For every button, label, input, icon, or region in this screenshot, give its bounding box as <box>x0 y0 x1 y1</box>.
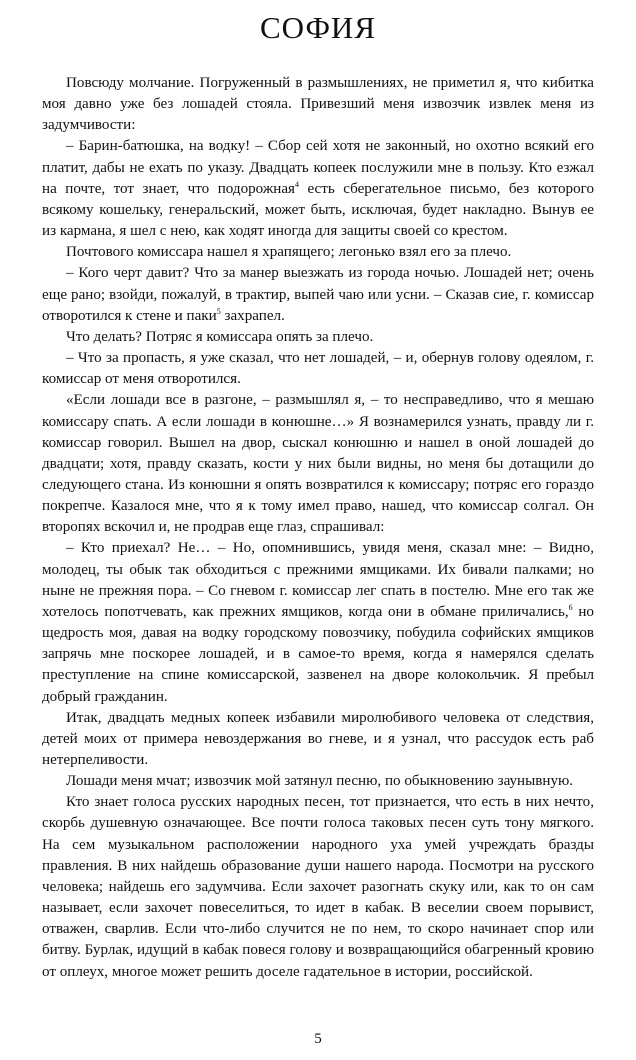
chapter-title: СОФИЯ <box>260 10 376 45</box>
paragraph <box>42 708 594 771</box>
paragraph-text: Повсюду молчание. Погруженный в размышлениях, не приметил я, что кибитка моя давно уже без лошадей стояла. Привезший меня извозчик извлек меня из задумчивости: <box>42 75 594 134</box>
paragraph <box>42 792 594 982</box>
paragraph-text: Лошади меня мчат; извозчик мой затянул песню, по обыкновению заунывную. <box>66 773 574 790</box>
paragraph-text: Кто знает голоса русских народных песен, тот признается, что есть в них нечто, скорбь душевную означающее. Все почти голоса таковых песен суть тону мягкого. На сем музыкальном расположении народного уха умей учреждать бразды правления. В них найдешь образование души нашего народа. Посмотри на русского человека; найдешь его задумчива. Если захочет разогнать скуку или, как то он сам называет, если захочет повеселиться, то идет в кабак. В веселии своем порывист, отважен, сварлив. Если что-либо случится не по нем, то скоро начинает спор или битву. Бурлак, идущий в кабак повеся голову и возвращающийся обагренный кровию от оплеух, многое может решить доселе гадательное в истории, российской. <box>42 794 594 980</box>
paragraph-text-continued: но щедрость моя, давая на водку городскому повозчику, побудила софийских ямщиков запрячь мне поскорее лошадей, и в самое-то время, когда я намерялся сделать преступление на спине комиссарской, зазвенел на дворе колокольчик. Я пребыл добрый гражданин. <box>42 603 594 705</box>
footnote-marker: 4 <box>294 179 299 189</box>
paragraph-text: – Что за пропасть, я уже сказал, что нет лошадей, – и, обернув голову одеялом, г. комиссар от меня отворотился. <box>42 350 594 388</box>
paragraph-text: Итак, двадцать медных копеек избавили миролюбивого человека от следствия, детей моих от примера невоздержания во гневе, и я узнал, что рассудок есть раб нетерпеливости. <box>42 709 594 768</box>
paragraph <box>42 73 594 136</box>
paragraph <box>42 136 594 242</box>
paragraph-text-continued: захрапел. <box>220 307 285 324</box>
footnote-marker: 6 <box>568 602 573 612</box>
paragraph-text: «Если лошади все в разгоне, – размышлял я, – то несправедливо, что я мешаю комиссару спать. А если лошади в конюшне…» Я вознамерился узнать, правду ли г. комиссар говорил. Вышел на двор, сыскал конюшню и нашел в оной лошадей до двадцати; хотя, правду сказать, кости у них были видны, но меня бы дотащили до следующего стана. Из конюшни я опять возвратился к комиссару; потряс его гораздо покрепче. Казалося мне, что я к тому имел право, нашед, что комиссар солгал. Он второпях вскочил и, не продрав еще глаз, спрашивал: <box>42 392 594 536</box>
paragraph-text: – Кто приехал? Не… – Но, опомнившись, увидя меня, сказал мне: – Видно, молодец, ты обык так обходиться с прежними ямщиками. Их бивали палками; но ныне не прежняя пора. – Со гневом г. комиссар лег спать в постелю. Мне его так же хотелось попотчевать, как прежних ямщиков, когда они в обмане приличались, <box>42 540 594 620</box>
paragraph <box>42 348 594 390</box>
paragraph <box>42 242 594 263</box>
paragraph-text: – Кого черт давит? Что за манер выезжать из города ночью. Лошадей нет; очень еще рано; взойди, пожалуй, в трактир, выпей чаю или усни. – Сказав сие, г. комиссар отворотился к стене и паки <box>42 265 594 324</box>
page-number: 5 <box>314 1031 322 1047</box>
paragraph <box>42 538 594 707</box>
footnote-marker: 5 <box>216 306 221 316</box>
paragraph-text: Почтового комиссара нашел я храпящего; легонько взял его за плечо. <box>66 244 512 261</box>
paragraph-text: Что делать? Потряс я комиссара опять за плечо. <box>66 328 374 345</box>
paragraph <box>42 390 594 538</box>
paragraph-text: – Барин-батюшка, на водку! – Сбор сей хотя не законный, но охотно всякий его платит, дабы не ехать по указу. Двадцать копеек послужили мне в пользу. Кто езжал на почте, тот знает, что подорожная <box>42 138 594 197</box>
chapter-body <box>42 73 594 983</box>
paragraph <box>42 263 594 326</box>
paragraph-text-continued: есть сберегательное письмо, без которого всякому кошельку, генеральский, может быть, исключая, будет накладно. Вынув ее из кармана, я шел с нею, как ходят иногда для защиты своей со крестом. <box>42 180 594 240</box>
paragraph <box>42 771 594 792</box>
paragraph <box>42 327 594 348</box>
